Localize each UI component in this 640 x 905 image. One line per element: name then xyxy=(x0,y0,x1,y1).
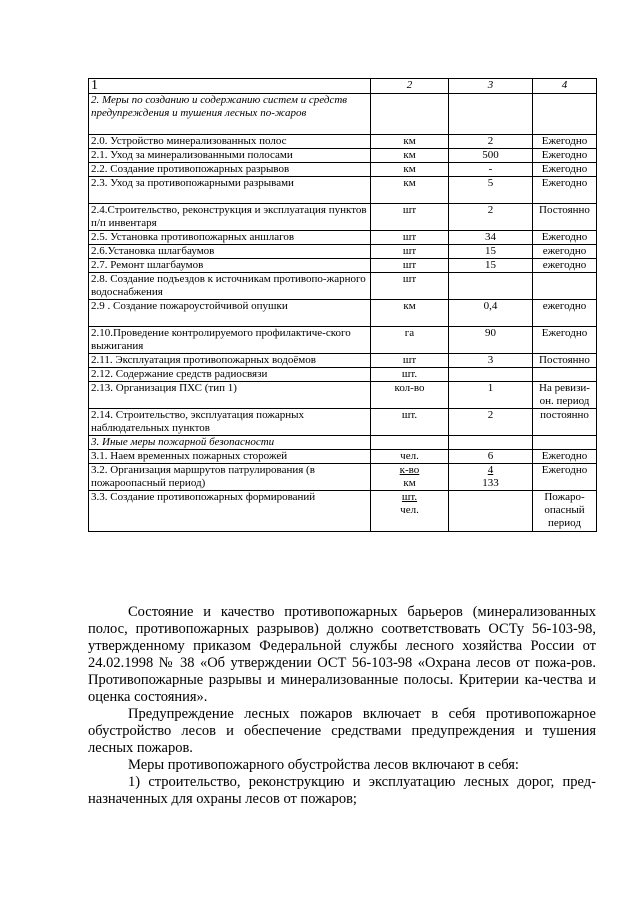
row-name: 2.7. Ремонт шлагбаумов xyxy=(89,259,371,273)
row-name: 2.1. Уход за минерализованными полосами xyxy=(89,149,371,163)
table-row xyxy=(89,450,597,464)
row-period: Ежегодно xyxy=(533,135,597,149)
section-2-title: 2. Меры по созданию и содержанию систем и средств предупреждения и тушения лесных по-жаров xyxy=(89,94,371,135)
row-unit: шт xyxy=(371,259,449,273)
row-name: 2.8. Создание подъездов к источникам противопо-жарного водоснабжения xyxy=(89,273,371,300)
table-row xyxy=(89,259,597,273)
row-period: Ежегодно xyxy=(533,163,597,177)
row-unit: шт xyxy=(371,245,449,259)
row-period: Пожаро-опасный период xyxy=(533,491,597,532)
row-name: 3.3. Создание противопожарных формирований xyxy=(89,491,371,532)
row-unit: км xyxy=(371,135,449,149)
row-name: 2.13. Организация ПХС (тип 1) xyxy=(89,382,371,409)
row-unit: шт xyxy=(371,204,449,231)
table-row xyxy=(89,231,597,245)
row-qty: 90 xyxy=(449,327,533,354)
row-qty: 2 xyxy=(449,135,533,149)
row-period: Ежегодно xyxy=(533,231,597,245)
row-period: Ежегодно xyxy=(533,464,597,491)
row-period: ежегодно xyxy=(533,245,597,259)
table-row xyxy=(89,149,597,163)
table-row xyxy=(89,368,597,382)
row-unit: км xyxy=(371,300,449,327)
row-unit xyxy=(371,464,449,491)
table-row xyxy=(89,300,597,327)
row-qty: 3 xyxy=(449,354,533,368)
paragraph: 1) строительство, реконструкцию и эксплуатацию лесных дорог, пред-назначенных для охраны лесов от пожаров; xyxy=(88,774,596,807)
unit-line-2: чел. xyxy=(400,504,419,516)
table-row xyxy=(89,409,597,436)
row-qty xyxy=(449,491,533,532)
row-qty xyxy=(449,368,533,382)
row-qty: 5 xyxy=(449,177,533,204)
row-qty: 0,4 xyxy=(449,300,533,327)
row-name: 2.6.Установка шлагбаумов xyxy=(89,245,371,259)
section-3-title: 3. Иные меры пожарной безопасности xyxy=(89,436,371,450)
row-name: 2.3. Уход за противопожарными разрывами xyxy=(89,177,371,204)
row-period xyxy=(533,368,597,382)
table-row xyxy=(89,273,597,300)
row-unit: км xyxy=(371,177,449,204)
unit-line-1: к-во xyxy=(399,464,420,476)
row-unit: км xyxy=(371,163,449,177)
table-row xyxy=(89,491,597,532)
row-qty xyxy=(449,273,533,300)
row-period: Постоянно xyxy=(533,354,597,368)
fire-measures-table xyxy=(88,78,597,532)
row-name: 3.1. Наем временных пожарных сторожей xyxy=(89,450,371,464)
table-row xyxy=(89,177,597,204)
section-3-row xyxy=(89,436,597,450)
row-name: 2.12. Содержание средств радиосвязи xyxy=(89,368,371,382)
row-qty: 1 xyxy=(449,382,533,409)
table-row xyxy=(89,245,597,259)
row-unit: шт xyxy=(371,231,449,245)
row-unit: км xyxy=(371,149,449,163)
unit-line-1: шт. xyxy=(401,491,418,503)
table-row xyxy=(89,135,597,149)
row-name: 2.0. Устройство минерализованных полос xyxy=(89,135,371,149)
row-unit xyxy=(371,491,449,532)
table-row xyxy=(89,204,597,231)
paragraph: Меры противопожарного обустройства лесов включают в себя: xyxy=(128,757,519,773)
row-qty: 34 xyxy=(449,231,533,245)
row-period: Ежегодно xyxy=(533,450,597,464)
row-period xyxy=(533,273,597,300)
row-period: ежегодно xyxy=(533,300,597,327)
row-period: На ревизи-он. период xyxy=(533,382,597,409)
row-qty: 2 xyxy=(449,204,533,231)
row-unit: шт. xyxy=(371,409,449,436)
row-name: 2.9 . Создание пожароустойчивой опушки xyxy=(89,300,371,327)
header-col-2: 2 xyxy=(371,79,449,94)
table-row xyxy=(89,327,597,354)
row-qty: 2 xyxy=(449,409,533,436)
row-name: 2.2. Создание противопожарных разрывов xyxy=(89,163,371,177)
qty-line-2: 133 xyxy=(482,477,499,489)
row-name: 3.2. Организация маршрутов патрулирования (в пожароопасный период) xyxy=(89,464,371,491)
paragraph: Предупреждение лесных пожаров включает в себя противопожарное обустройство лесов и обеспечение средствами предупреждения и тушения лесных пожаров. xyxy=(88,706,596,756)
table-row xyxy=(89,163,597,177)
row-period: ежегодно xyxy=(533,259,597,273)
row-name: 2.14. Строительство, эксплуатация пожарных наблюдательных пунктов xyxy=(89,409,371,436)
row-qty: 15 xyxy=(449,259,533,273)
row-period: Ежегодно xyxy=(533,177,597,204)
table-row xyxy=(89,464,597,491)
paragraph: Состояние и качество противопожарных барьеров (минерализованных полос, противопожарных разрывов) должно соответствовать ОСТу 56-103-98, утвержденному приказом Федеральной службы лесного хозяйства России от 24.02.1998 № 38 «Об утверждении ОСТ 56-103-98 «Охрана лесов от пожа-ров. Противопожарные разрывы и минерализованные полосы. Критерии ка-чества и оценка состояния». xyxy=(88,604,596,705)
row-name: 2.10.Проведение контролируемого профилактиче-ского выжигания xyxy=(89,327,371,354)
row-period: Ежегодно xyxy=(533,327,597,354)
row-period: постоянно xyxy=(533,409,597,436)
row-period: Ежегодно xyxy=(533,149,597,163)
row-unit: га xyxy=(371,327,449,354)
table-row xyxy=(89,382,597,409)
row-unit: шт. xyxy=(371,368,449,382)
row-unit: шт xyxy=(371,354,449,368)
row-unit: кол-во xyxy=(371,382,449,409)
row-period: Постоянно xyxy=(533,204,597,231)
header-col-4: 4 xyxy=(533,79,597,94)
section-2-row xyxy=(89,94,597,135)
table-row xyxy=(89,354,597,368)
table-header-row xyxy=(89,79,597,94)
row-unit: шт xyxy=(371,273,449,300)
body-text xyxy=(88,604,596,808)
row-name: 2.4.Строительство, реконструкция и эксплуатация пунктов п/п инвентаря xyxy=(89,204,371,231)
row-name: 2.11. Эксплуатация противопожарных водоёмов xyxy=(89,354,371,368)
qty-line-1: 4 xyxy=(487,464,494,476)
header-col-3: 3 xyxy=(449,79,533,94)
row-qty xyxy=(449,464,533,491)
row-qty: - xyxy=(449,163,533,177)
row-qty: 500 xyxy=(449,149,533,163)
row-unit: чел. xyxy=(371,450,449,464)
row-qty: 15 xyxy=(449,245,533,259)
unit-line-2: км xyxy=(403,477,416,489)
row-name: 2.5. Установка противопожарных аншлагов xyxy=(89,231,371,245)
header-col-1: 1 xyxy=(89,79,371,94)
row-qty: 6 xyxy=(449,450,533,464)
